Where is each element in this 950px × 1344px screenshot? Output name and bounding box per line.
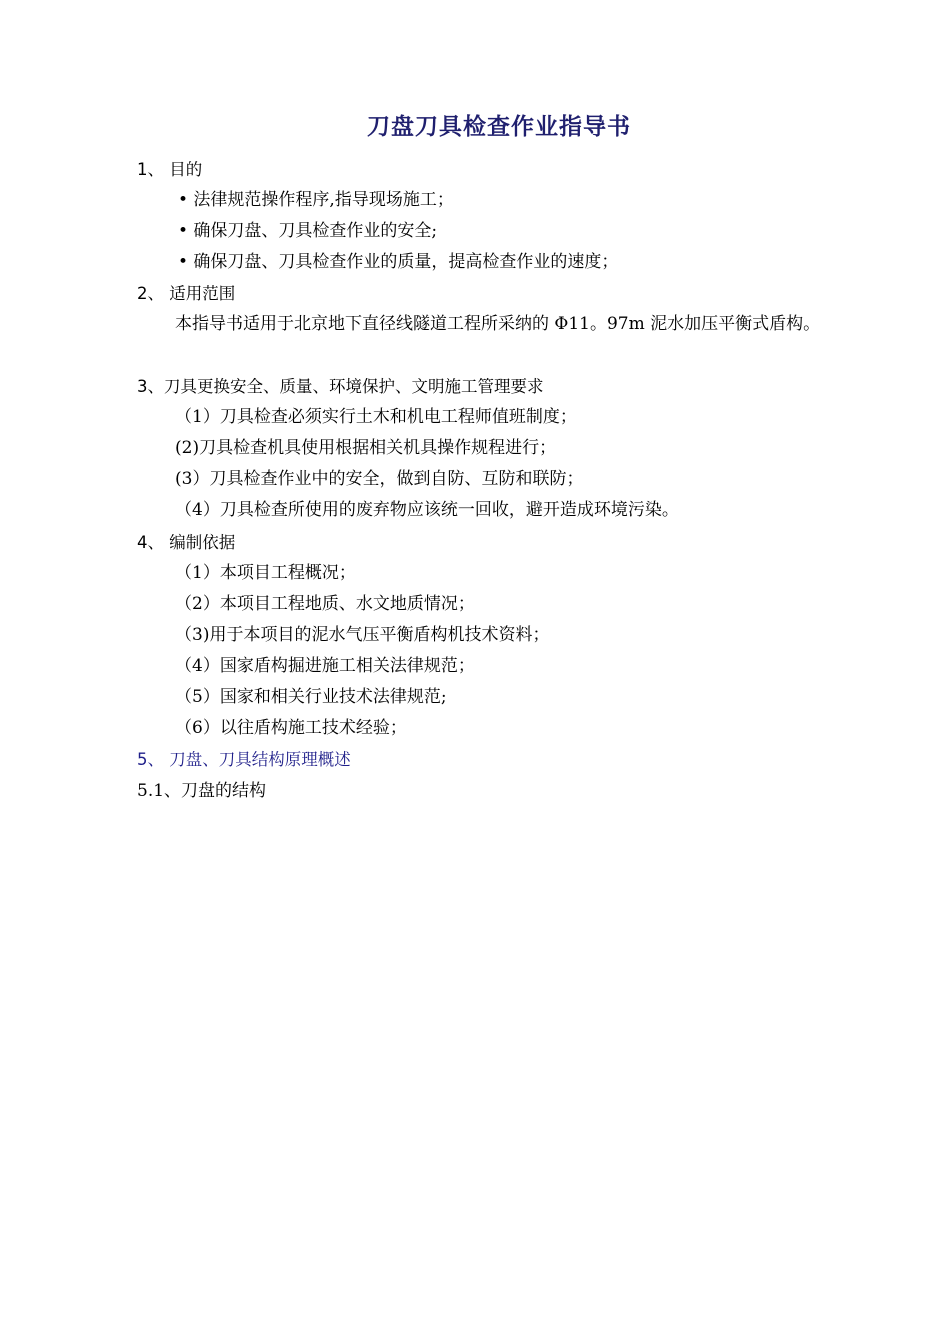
document-title: 刀盘刀具检查作业指导书	[367, 114, 631, 140]
section-3-item: (3）刀具检查作业中的安全，做到自防、互防和联防；	[175, 469, 584, 489]
section-1-bullet: • 法律规范操作程序,指导现场施工；	[178, 190, 454, 210]
section-3-heading: 3、刀具更换安全、质量、环境保护、文明施工管理要求	[137, 377, 544, 396]
section-1-bullet: • 确保刀盘、刀具检查作业的安全;	[178, 221, 438, 241]
section-3-item: （4）刀具检查所使用的废弃物应该统一回收，避开造成环境污染。	[175, 500, 679, 520]
section-4-item: （2）本项目工程地质、水文地质情况；	[175, 594, 475, 614]
section-2-heading: 2、 适用范围	[137, 284, 236, 303]
section-1-heading: 1、 目的	[137, 160, 203, 179]
section-5-1-subheading: 5.1、刀盘的结构	[137, 781, 267, 801]
section-3-item: （1）刀具检查必须实行土木和机电工程师值班制度；	[175, 407, 577, 427]
section-4-heading: 4、 编制依据	[137, 533, 236, 552]
section-5-heading: 5、 刀盘、刀具结构原理概述	[137, 750, 351, 769]
section-4-item: （4）国家盾构掘进施工相关法律规范；	[175, 656, 475, 676]
section-3-item: (2)刀具检查机具使用根据相关机具操作规程进行；	[175, 438, 557, 458]
section-4-item: （6）以往盾构施工技术经验；	[175, 718, 407, 738]
section-4-item: （1）本项目工程概况；	[175, 563, 356, 583]
section-2-paragraph: 本指导书适用于北京地下直径线隧道工程所采纳的 Φ11。97m 泥水加压平衡式盾构。	[175, 314, 821, 334]
section-4-item: （5）国家和相关行业技术法律规范;	[175, 687, 447, 707]
section-1-bullet: • 确保刀盘、刀具检查作业的质量，提高检查作业的速度；	[178, 252, 619, 272]
section-4-item: （3)用于本项目的泥水气压平衡盾构机技术资料；	[175, 625, 550, 645]
